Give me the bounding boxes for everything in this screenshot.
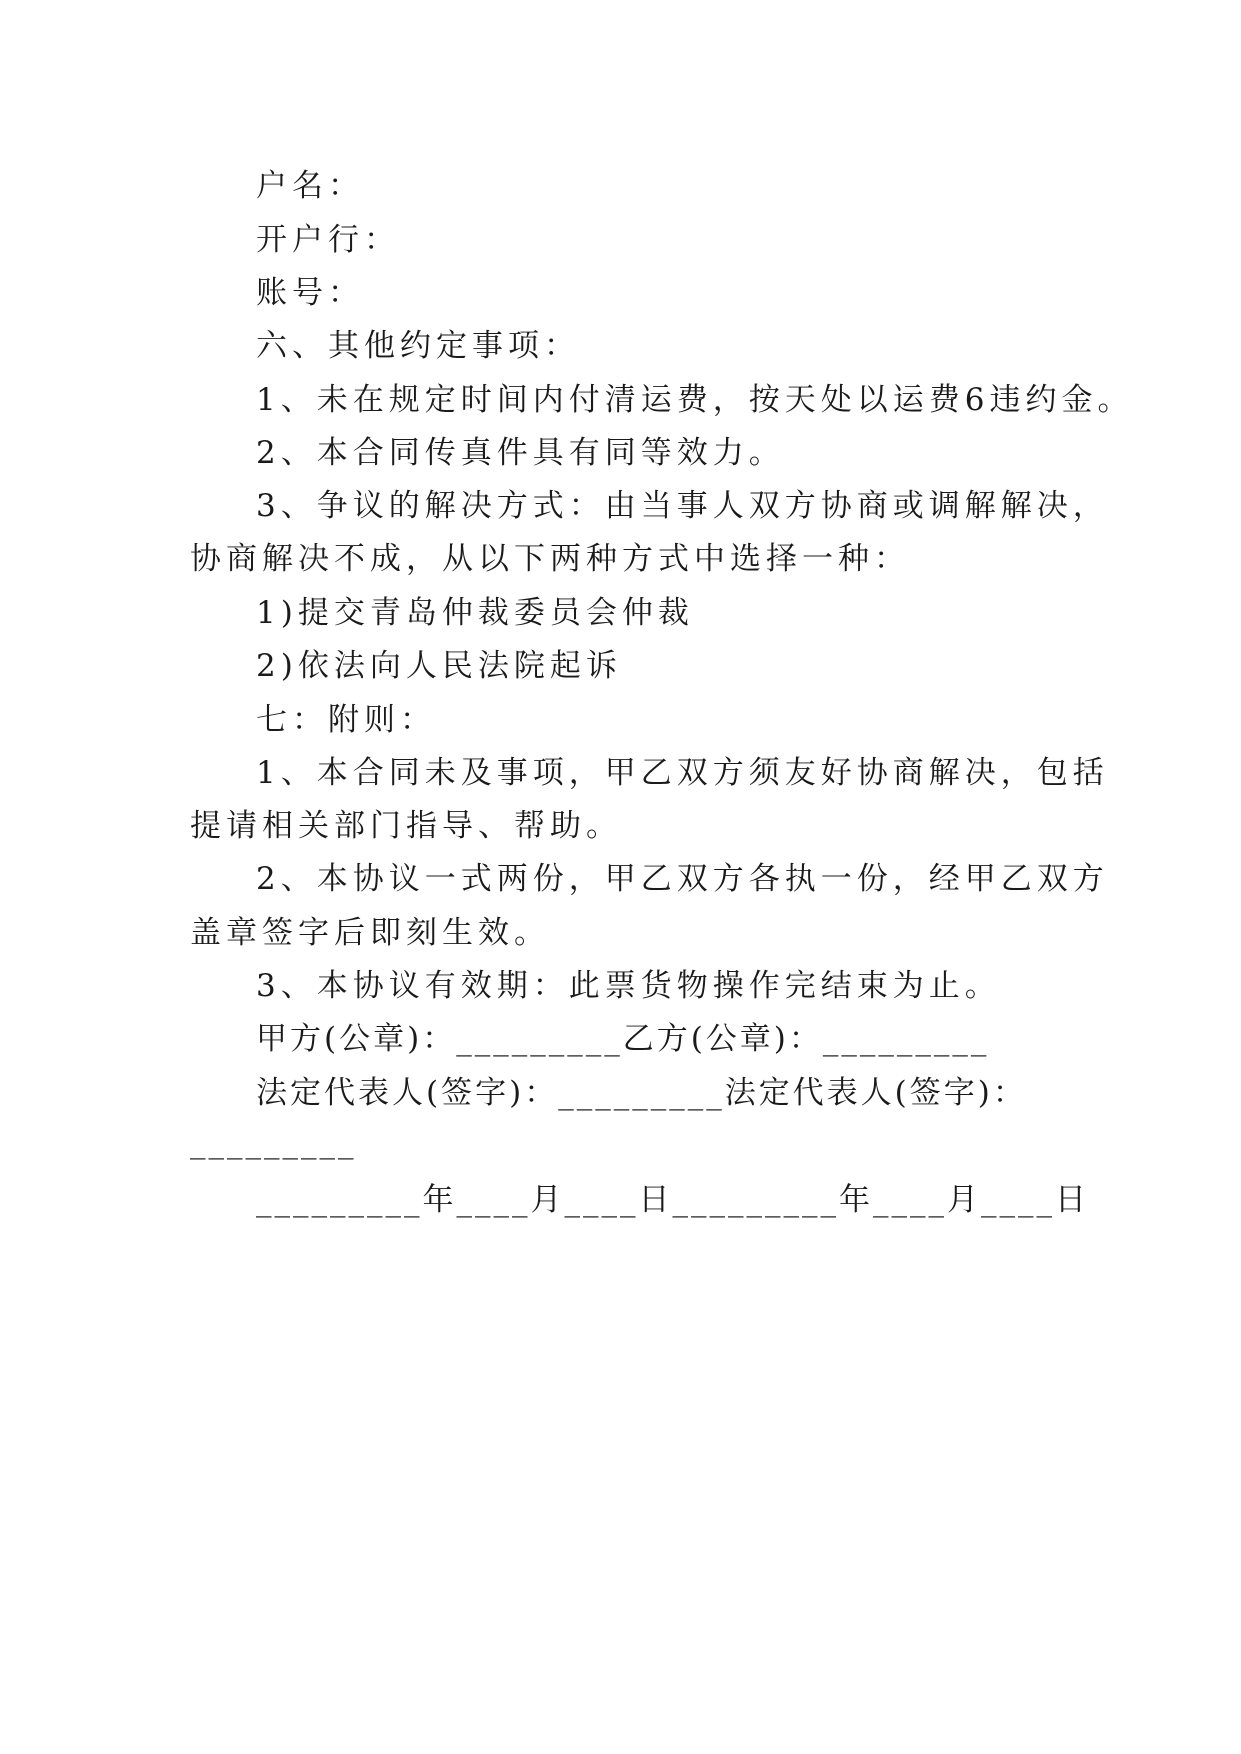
clause-7-1: 1、本合同未及事项，甲乙双方须友好协商解决，包括 xyxy=(256,755,1109,791)
section-seven-heading: 七：附则： xyxy=(256,702,436,738)
option-court: 2)依法向人民法院起诉 xyxy=(256,648,622,684)
party-seals-line: 甲方(公章)：_________乙方(公章)：_________ xyxy=(256,1021,990,1057)
clause-6-3: 3、争议的解决方式：由当事人双方协商或调解解决， xyxy=(256,488,1109,524)
account-number-label: 账号： xyxy=(256,275,364,311)
section-six-heading: 六、其他约定事项： xyxy=(256,328,580,364)
signature-blank-continued: _________ xyxy=(190,1124,357,1160)
clause-6-2: 2、本合同传真件具有同等效力。 xyxy=(256,435,785,471)
clause-7-1-continued: 提请相关部门指导、帮助。 xyxy=(190,808,622,844)
clause-6-1: 1、未在规定时间内付清运费，按天处以运费6违约金。 xyxy=(256,382,1134,418)
clause-7-2: 2、本协议一式两份，甲乙双方各执一份，经甲乙双方 xyxy=(256,861,1109,897)
bank-label: 开户行： xyxy=(256,222,400,258)
date-line: _________年____月____日_________年____月____日 xyxy=(256,1182,1089,1218)
account-name-label: 户名： xyxy=(256,168,364,204)
representative-signatures-line: 法定代表人(签字)：_________法定代表人(签字)： xyxy=(256,1075,1027,1111)
clause-6-3-continued: 协商解决不成，从以下两种方式中选择一种： xyxy=(190,541,910,577)
clause-7-3: 3、本协议有效期：此票货物操作完结束为止。 xyxy=(256,968,1001,1004)
option-arbitration: 1)提交青岛仲裁委员会仲裁 xyxy=(256,595,694,631)
clause-7-2-continued: 盖章签字后即刻生效。 xyxy=(190,915,550,951)
